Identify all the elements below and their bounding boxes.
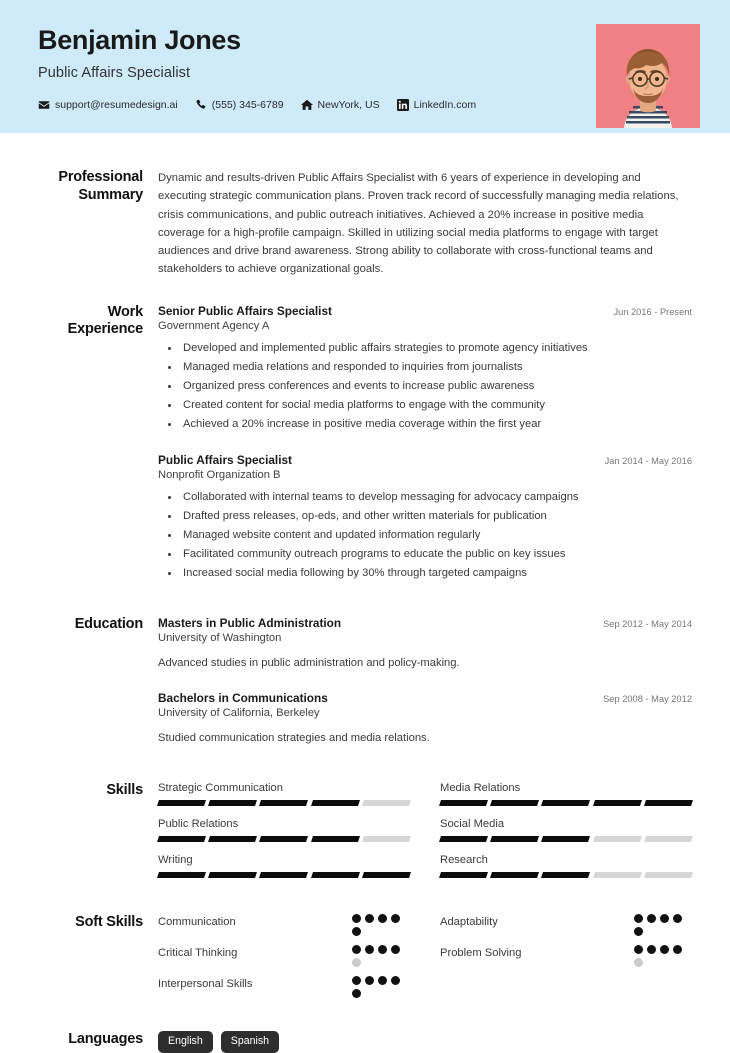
soft-skill-rating — [352, 914, 410, 936]
contact-linkedin[interactable] — [397, 99, 476, 111]
soft-skill-rating — [634, 945, 692, 967]
rating-dot — [647, 914, 656, 923]
skill-segment — [439, 872, 488, 878]
page-title: Benjamin Jones — [38, 25, 241, 55]
resume-header — [0, 0, 730, 133]
work-job-title: Public Affairs Specialist — [158, 452, 292, 467]
section-label-education: Education — [74, 616, 143, 633]
skill-segment — [362, 872, 411, 878]
rating-dot — [352, 927, 361, 936]
skill-segment — [541, 836, 590, 842]
rating-dot — [673, 945, 682, 954]
education-description: Advanced studies in public administration and policy-making. — [158, 657, 460, 670]
contact-phone[interactable] — [195, 99, 284, 111]
soft-skill-name: Critical Thinking — [158, 946, 238, 959]
rating-dot — [378, 914, 387, 923]
skill-segment — [259, 872, 308, 878]
list-item: • Managed media relations and responded to inquiries from journalists — [180, 358, 692, 377]
language-pill[interactable]: Spanish — [221, 1031, 279, 1053]
soft-skill-row — [440, 914, 692, 936]
skill-name: Research — [440, 853, 488, 866]
skill-level-bar — [158, 836, 410, 842]
rating-dot — [352, 945, 361, 954]
rating-dot — [673, 914, 682, 923]
summary-content — [158, 169, 692, 279]
work-organization: Nonprofit Organization B — [158, 468, 281, 481]
work-date-range: Jan 2014 - May 2016 — [604, 455, 692, 466]
header-identity — [38, 22, 476, 111]
skill-segment — [593, 872, 642, 878]
skill-segment — [541, 800, 590, 806]
skill-segment — [644, 800, 693, 806]
rating-dot — [378, 976, 387, 985]
education-entry-head — [158, 691, 692, 705]
list-item: • Drafted press releases, op-eds, and other written materials for publication — [180, 507, 692, 526]
education-date-range: Sep 2012 - May 2014 — [603, 619, 692, 630]
linkedin-icon — [397, 99, 409, 111]
rating-dot — [634, 927, 643, 936]
education-date-range: Sep 2008 - May 2012 — [603, 694, 692, 705]
skill-segment — [311, 800, 360, 806]
skills-content — [158, 782, 692, 890]
contact-phone-text: (555) 345-6789 — [211, 98, 284, 111]
work-bullet-list — [158, 488, 692, 584]
education-institution: University of California, Berkeley — [158, 707, 320, 720]
list-item: • Facilitated community outreach programs to educate the public on key issues — [180, 545, 692, 564]
list-item: • Increased social media following by 30% through targeted campaigns — [180, 564, 692, 583]
rating-dot — [352, 958, 361, 967]
skill-segment — [311, 836, 360, 842]
contact-email-text: support@resumedesign.ai — [55, 98, 178, 111]
work-job-title: Senior Public Affairs Specialist — [158, 303, 332, 318]
skill-segment — [593, 836, 642, 842]
skill-row — [440, 818, 692, 842]
avatar-illustration — [596, 24, 700, 128]
work-bullet-list — [158, 339, 692, 435]
soft-skill-name: Adaptability — [440, 915, 498, 928]
skill-name: Writing — [158, 853, 193, 866]
education-institution: University of Washington — [158, 632, 282, 645]
skill-segment — [157, 836, 206, 842]
rating-dot — [352, 976, 361, 985]
skill-row — [158, 818, 410, 842]
skill-segment — [490, 872, 539, 878]
skill-segment — [593, 800, 642, 806]
soft-skills-column-left — [158, 914, 410, 1007]
rating-dot — [365, 945, 374, 954]
skill-row — [158, 782, 410, 806]
rating-dot — [391, 914, 400, 923]
summary-text: Dynamic and results-driven Public Affairs Specialist with 6 years of experience in developing and executing strategic communication plans. Proven track record of successfully managing media relations, crisis communications, and public outreach initiatives. Achieved a 20% increase in positive media coverage for a high-profile campaign. Skilled in utilizing social media platforms to engage with target audiences and drive brand awareness. Strong ability to collaborate with cross-functional teams and stakeholders to achieve organizational goals. — [158, 172, 679, 276]
education-entry-head — [158, 616, 692, 630]
skill-row — [440, 782, 692, 806]
envelope-icon — [38, 99, 50, 111]
rating-dot — [365, 914, 374, 923]
skill-segment — [208, 836, 257, 842]
soft-skill-row — [158, 976, 410, 998]
list-item: • Developed and implemented public affairs strategies to promote agency initiatives — [180, 339, 692, 358]
rating-dot — [660, 914, 669, 923]
skill-segment — [259, 800, 308, 806]
skill-segment — [157, 872, 206, 878]
work-entry — [158, 453, 692, 584]
languages-content — [158, 1031, 692, 1053]
rating-dot — [647, 945, 656, 954]
skill-segment — [311, 872, 360, 878]
section-skills — [30, 749, 692, 890]
skill-segment — [439, 836, 488, 842]
rating-dot — [634, 914, 643, 923]
skill-name: Media Relations — [440, 781, 521, 794]
skill-segment — [490, 836, 539, 842]
soft-skill-row — [158, 945, 410, 967]
work-date-range: Jun 2016 - Present — [613, 306, 692, 317]
skill-name: Strategic Communication — [158, 781, 283, 794]
soft-skill-rating — [352, 945, 410, 967]
work-content — [158, 304, 692, 586]
skill-segment — [644, 836, 693, 842]
education-entry — [158, 616, 692, 672]
rating-dot — [365, 976, 374, 985]
section-soft-skills — [30, 890, 692, 1007]
soft-skill-name: Interpersonal Skills — [158, 977, 253, 990]
education-degree: Masters in Public Administration — [158, 616, 342, 631]
skill-segment — [208, 872, 257, 878]
rating-dot — [634, 945, 643, 954]
skill-level-bar — [158, 872, 410, 878]
skill-segment — [490, 800, 539, 806]
rating-dot — [660, 945, 669, 954]
skill-segment — [362, 836, 411, 842]
professional-title: Public Affairs Specialist — [38, 64, 191, 81]
language-pill-list — [158, 1031, 692, 1053]
contact-location[interactable] — [301, 99, 380, 111]
section-label-work: Work Experience — [67, 303, 143, 338]
work-organization: Government Agency A — [158, 319, 270, 332]
work-entry-head — [158, 304, 692, 318]
skill-level-bar — [440, 800, 692, 806]
skill-row — [158, 854, 410, 878]
list-item: • Created content for social media platforms to engage with the community — [180, 396, 692, 415]
section-education — [30, 585, 692, 749]
soft-skill-name: Communication — [158, 915, 236, 928]
education-entry — [158, 691, 692, 747]
skills-column-right — [440, 782, 692, 890]
soft-skill-row — [158, 914, 410, 936]
soft-skill-row — [440, 945, 692, 967]
work-entry — [158, 304, 692, 435]
work-entry-head — [158, 453, 692, 467]
education-content — [158, 616, 692, 749]
skill-name: Social Media — [440, 817, 505, 830]
skills-column-left — [158, 782, 410, 890]
section-label-summary: Professional Summary — [58, 169, 143, 203]
rating-dot — [391, 976, 400, 985]
list-item: • Collaborated with internal teams to develop messaging for advocacy campaigns — [180, 488, 692, 507]
skill-row — [440, 854, 692, 878]
education-degree: Bachelors in Communications — [158, 691, 328, 706]
soft-skill-rating — [634, 914, 692, 936]
contact-list — [38, 99, 476, 111]
section-languages — [30, 1007, 692, 1053]
section-work-experience — [30, 279, 692, 586]
phone-icon — [195, 99, 207, 111]
list-item: • Organized press conferences and events to increase public awareness — [180, 377, 692, 396]
education-description: Studied communication strategies and media relations. — [158, 732, 430, 745]
skill-level-bar — [440, 872, 692, 878]
soft-skill-rating — [352, 976, 410, 998]
skill-segment — [541, 872, 590, 878]
avatar — [596, 24, 700, 128]
soft-skills-content — [158, 914, 692, 1007]
contact-email[interactable] — [38, 99, 178, 111]
skills-columns — [158, 782, 692, 890]
home-icon — [301, 99, 313, 111]
language-pill[interactable]: English — [158, 1031, 213, 1053]
skill-level-bar — [158, 800, 410, 806]
contact-location-text: NewYork, US — [317, 98, 380, 111]
skill-segment — [362, 800, 411, 806]
skill-segment — [157, 800, 206, 806]
rating-dot — [391, 945, 400, 954]
skill-segment — [439, 800, 488, 806]
list-item: • Achieved a 20% increase in positive media coverage within the first year — [180, 415, 692, 434]
skill-name: Public Relations — [158, 817, 239, 830]
resume-body — [0, 133, 730, 1053]
rating-dot — [352, 914, 361, 923]
contact-linkedin-text: LinkedIn.com — [413, 98, 477, 111]
rating-dot — [352, 989, 361, 998]
rating-dot — [378, 945, 387, 954]
soft-skills-columns — [158, 914, 692, 1007]
skill-segment — [208, 800, 257, 806]
rating-dot — [634, 958, 643, 967]
soft-skill-name: Problem Solving — [440, 946, 522, 959]
skill-level-bar — [440, 836, 692, 842]
soft-skills-column-right — [440, 914, 692, 1007]
section-professional-summary — [30, 133, 692, 279]
skill-segment — [259, 836, 308, 842]
skill-segment — [644, 872, 693, 878]
section-label-skills: Skills — [106, 781, 143, 798]
list-item: • Managed website content and updated information regularly — [180, 526, 692, 545]
section-label-soft-skills: Soft Skills — [75, 913, 143, 930]
section-label-languages: Languages — [68, 1030, 143, 1047]
